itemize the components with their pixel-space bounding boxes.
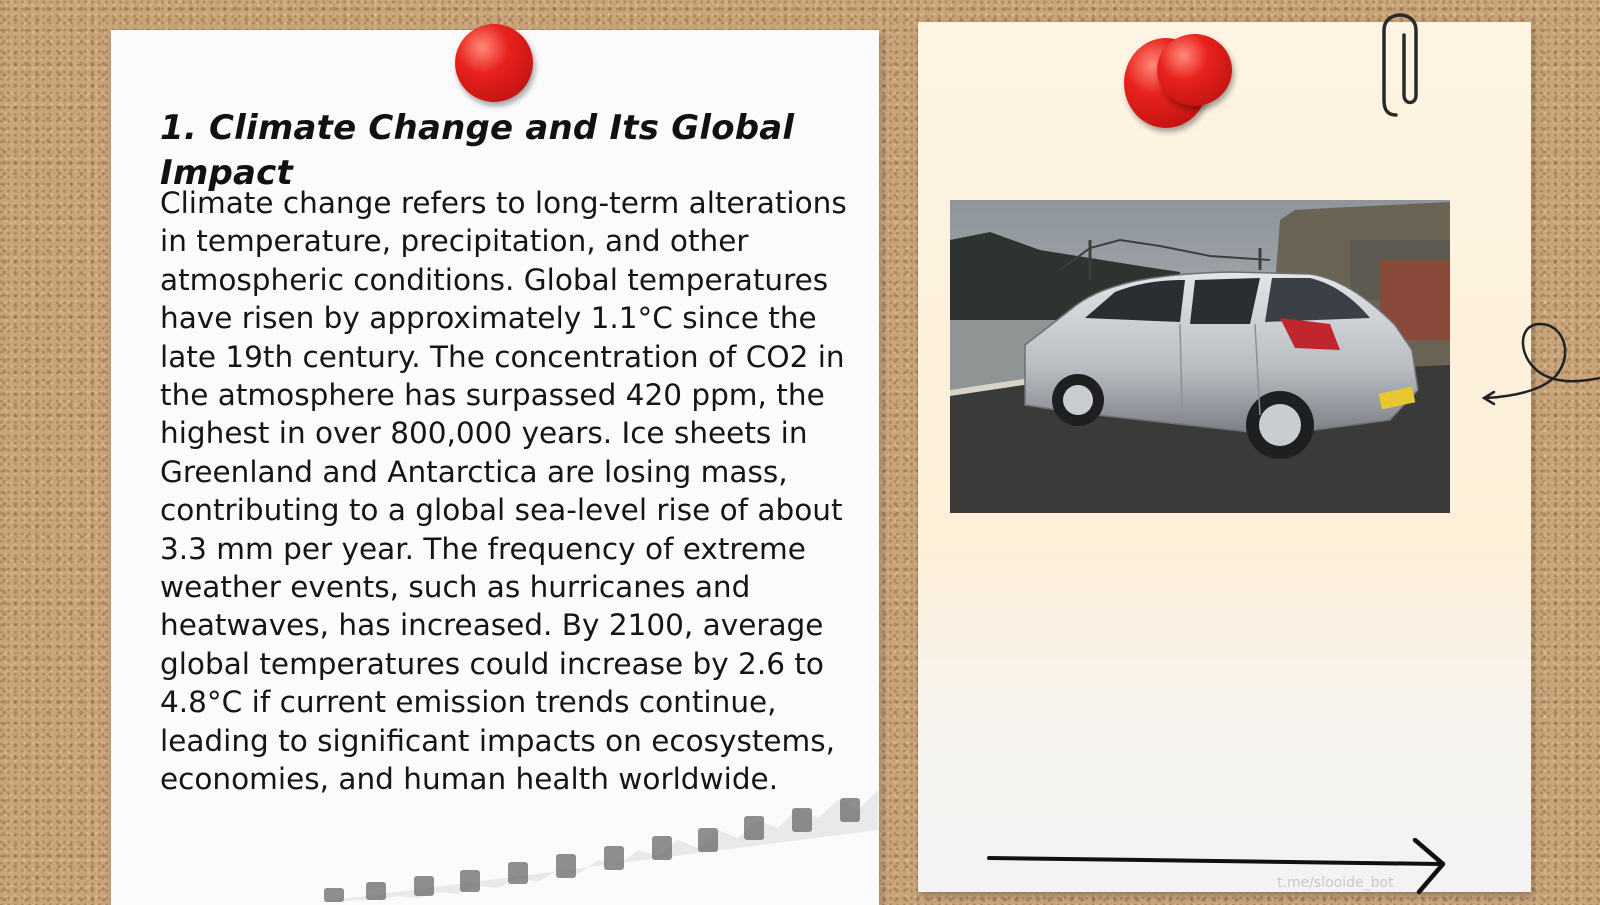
red-pushpin-icon (1157, 34, 1232, 106)
slide-heading: 1. Climate Change and Its Global Impact (160, 108, 795, 193)
slide-body-text: Climate change refers to long-term alterations in temperature, precipitation, and other atmospheric conditions. Global temperatures have risen by approximately 1.1°C since the late 19th century. The concentration of CO2 in the atmosphere has surpassed 420 ppm, the highest in over 800,000 years. Ice sheets in Greenland and Antarctica are losing mass, contributing to a global sea-level rise of about 3.3 mm per year. The frequency of extreme weather events, such as hurricanes and heatwaves, has increased. By 2100, average global temperatures could increase by 2.6 to 4.8°C if current emission trends continue, leading to significant impacts on ecosystems, economies, and human health worldwide. (160, 186, 847, 797)
paperclip-icon (1380, 0, 1420, 125)
torn-paper-edge (318, 790, 878, 902)
watermark: t.me/slooide_bot (1277, 875, 1394, 891)
red-pushpin-icon (455, 24, 533, 102)
loop-doodle-icon (1480, 312, 1600, 408)
car-photo (950, 200, 1450, 513)
binding-holes (324, 798, 860, 902)
car-photo-illustration (950, 200, 1450, 513)
